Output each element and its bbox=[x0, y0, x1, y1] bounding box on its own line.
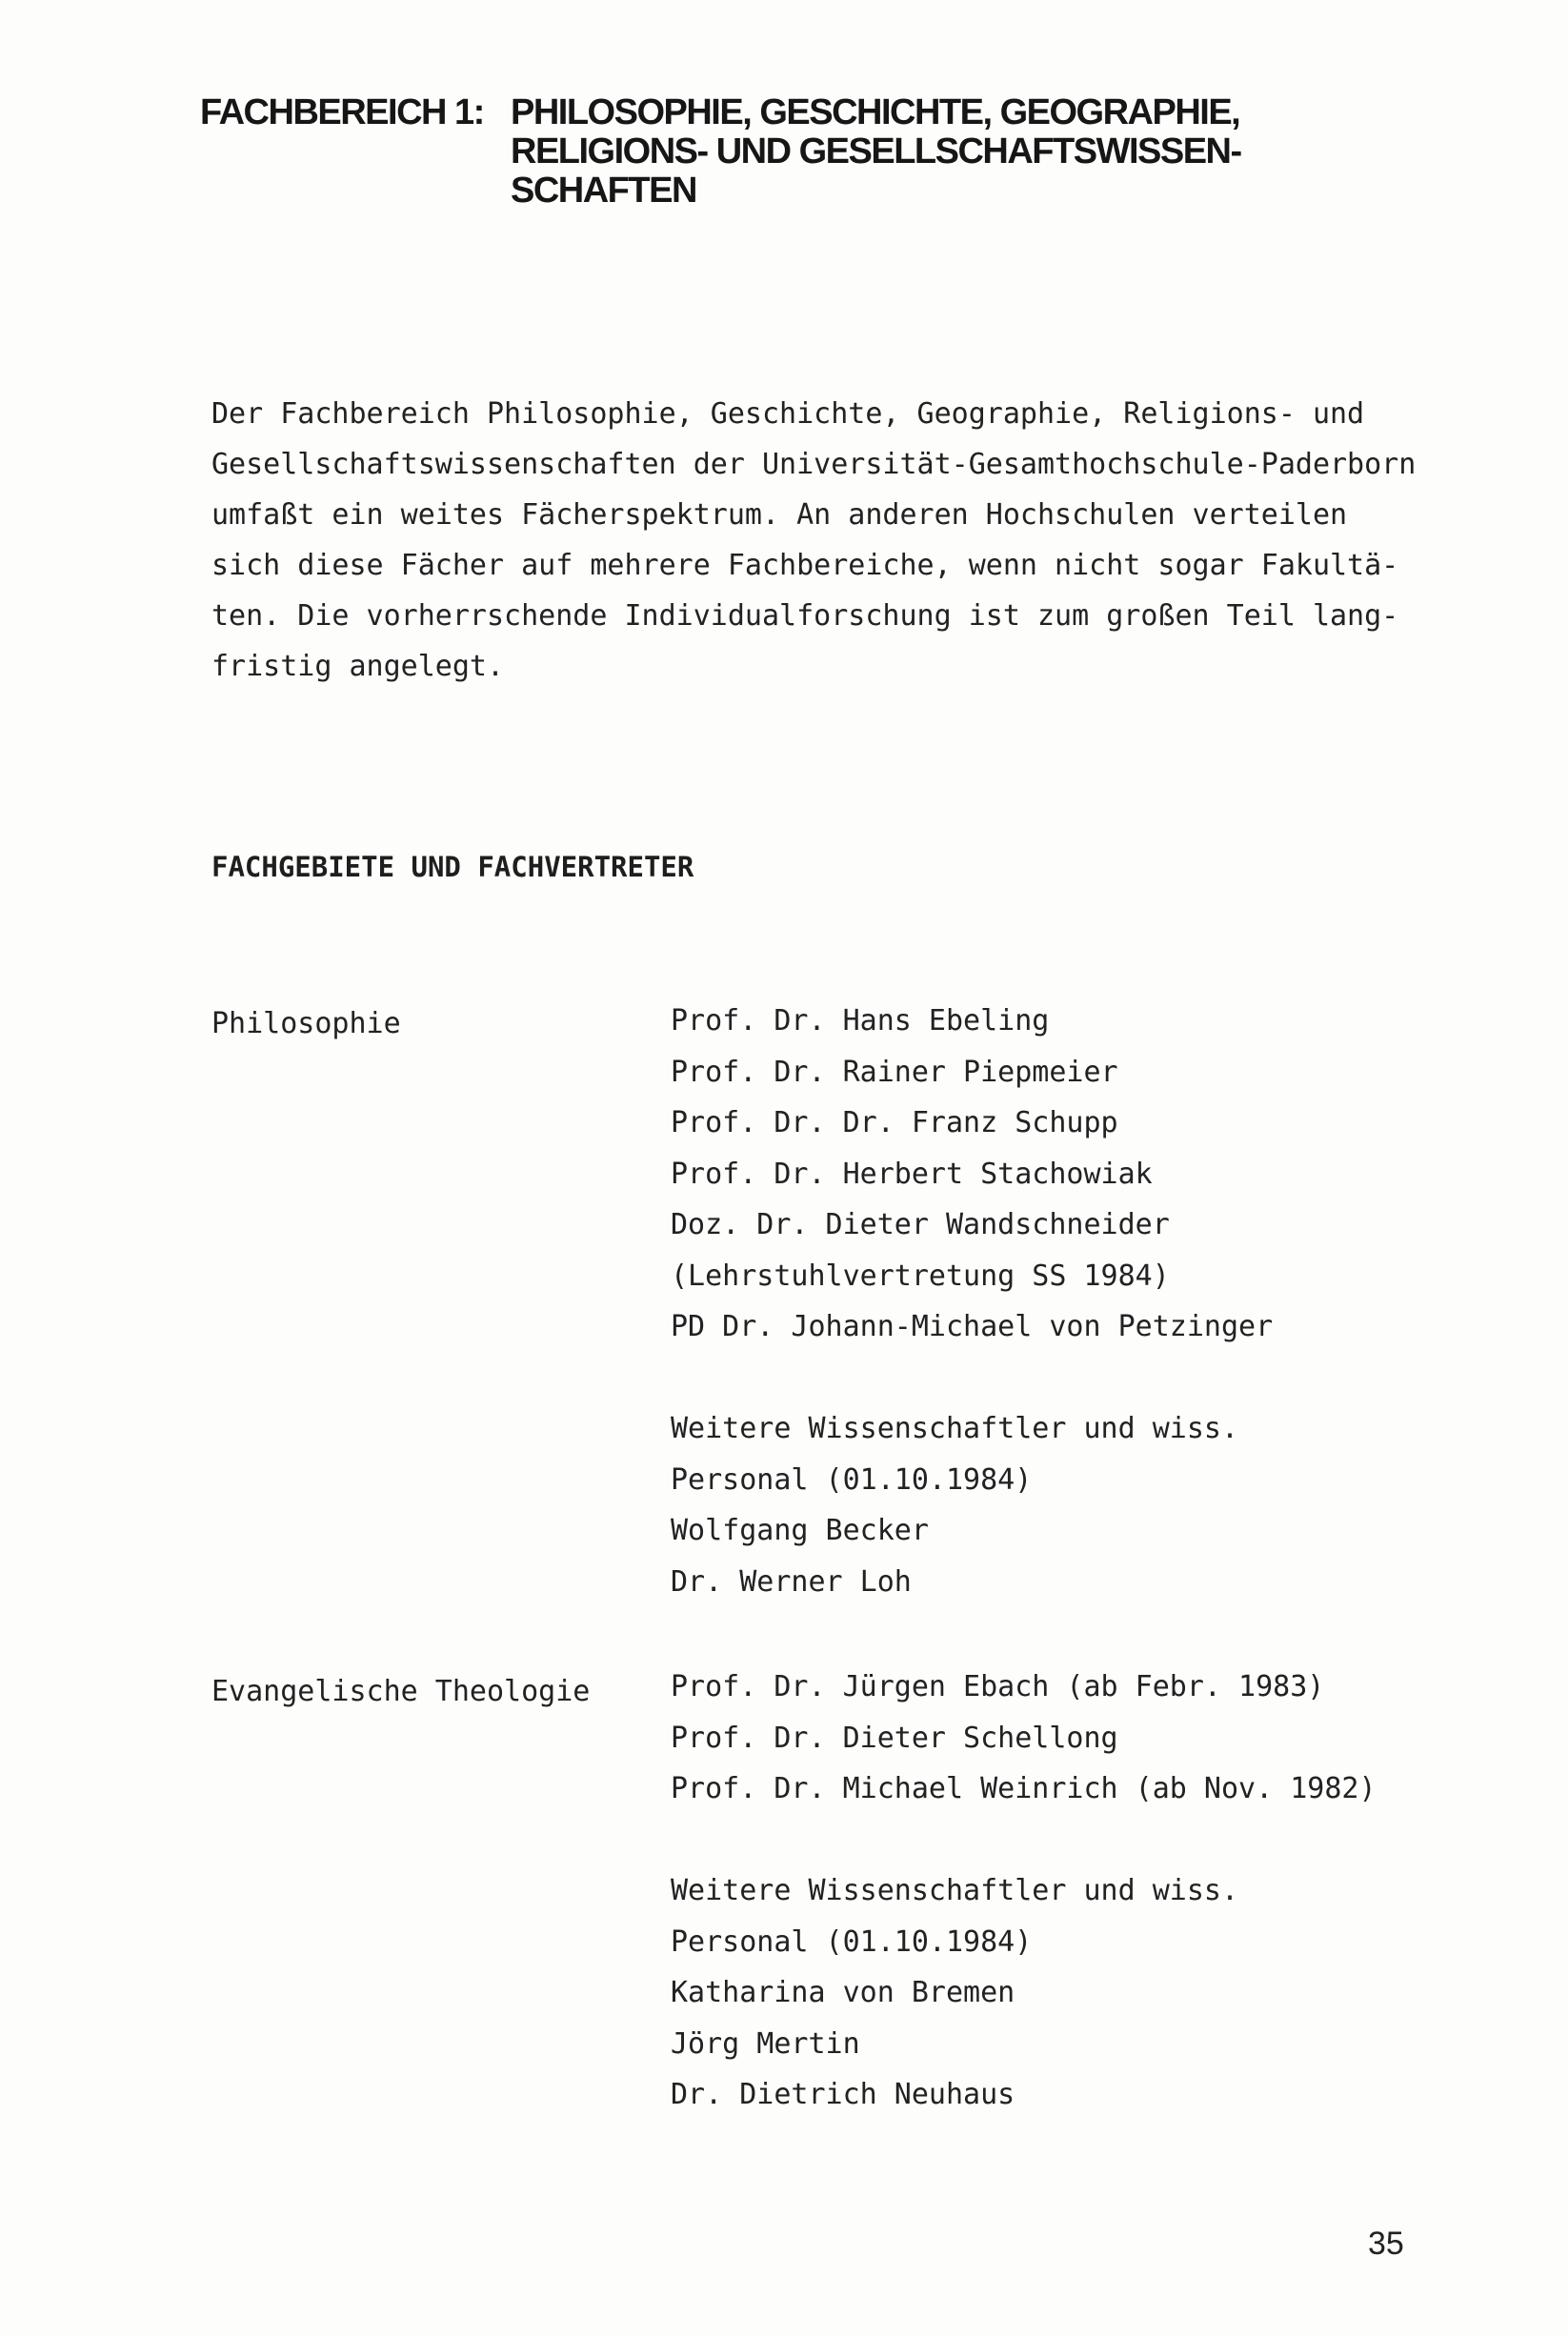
staff-entry: (Lehrstuhlvertretung SS 1984) bbox=[671, 1259, 1170, 1293]
further-heading: Personal (01.10.1984) bbox=[671, 1462, 1033, 1497]
intro-line: Der Fachbereich Philosophie, Geschichte, Geographie, Religions- und bbox=[211, 397, 1365, 431]
intro-line: fristig angelegt. bbox=[211, 650, 505, 683]
intro-paragraph bbox=[211, 389, 1417, 692]
staff-entry: Prof. Dr. Michael Weinrich (ab Nov. 1982) bbox=[671, 1772, 1377, 1805]
spacer bbox=[671, 1353, 1273, 1404]
further-entry: Dr. Dietrich Neuhaus bbox=[671, 2078, 1015, 2111]
section-title: FACHGEBIETE UND FACHVERTRETER bbox=[211, 851, 694, 883]
staff-entry: Prof. Dr. Dr. Franz Schupp bbox=[671, 1106, 1118, 1139]
heading-line: RELIGIONS- UND GESELLSCHAFTSWISSEN- bbox=[511, 131, 1241, 171]
heading-line: PHILOSOPHIE, GESCHICHTE, GEOGRAPHIE, bbox=[511, 92, 1240, 132]
spacer bbox=[671, 1815, 1377, 1866]
staff-entry: Prof. Dr. Rainer Piepmeier bbox=[671, 1055, 1118, 1089]
heading-label: FACHBEREICH 1: bbox=[200, 92, 484, 132]
page-number: 35 bbox=[1368, 2226, 1404, 2262]
further-entry: Jörg Mertin bbox=[671, 2026, 860, 2061]
further-heading: Weitere Wissenschaftler und wiss. bbox=[671, 1412, 1239, 1445]
staff-list-philosophie bbox=[671, 996, 1273, 1607]
intro-line: Gesellschaftswissenschaften der Universität-Gesamthochschule-Paderborn bbox=[211, 448, 1417, 481]
heading-title bbox=[511, 93, 1241, 211]
staff-entry: PD Dr. Johann-Michael von Petzinger bbox=[671, 1310, 1274, 1343]
further-entry: Katharina von Bremen bbox=[671, 1976, 1015, 2009]
further-heading: Weitere Wissenschaftler und wiss. bbox=[671, 1874, 1239, 1907]
staff-entry: Prof. Dr. Hans Ebeling bbox=[671, 1004, 1050, 1038]
intro-line: sich diese Fächer auf mehrere Fachbereiche, wenn nicht sogar Fakultä- bbox=[211, 549, 1399, 582]
staff-entry: Prof. Dr. Jürgen Ebach (ab Febr. 1983) bbox=[671, 1670, 1325, 1703]
subject-evangelische-theologie: Evangelische Theologie bbox=[211, 1675, 591, 1708]
staff-entry: Doz. Dr. Dieter Wandschneider bbox=[671, 1208, 1170, 1241]
staff-entry: Prof. Dr. Herbert Stachowiak bbox=[671, 1157, 1153, 1191]
staff-entry: Prof. Dr. Dieter Schellong bbox=[671, 1721, 1118, 1755]
further-entry: Dr. Werner Loh bbox=[671, 1564, 912, 1599]
further-entry: Wolfgang Becker bbox=[671, 1514, 929, 1547]
further-heading: Personal (01.10.1984) bbox=[671, 1924, 1033, 1959]
intro-line: ten. Die vorherrschende Individualforschung ist zum großen Teil lang- bbox=[211, 599, 1399, 633]
staff-list-evangelische-theologie bbox=[671, 1662, 1377, 2121]
intro-line: umfaßt ein weites Fächerspektrum. An anderen Hochschulen verteilen bbox=[211, 498, 1348, 532]
heading-line: SCHAFTEN bbox=[511, 171, 696, 211]
subject-philosophie: Philosophie bbox=[211, 1007, 401, 1040]
